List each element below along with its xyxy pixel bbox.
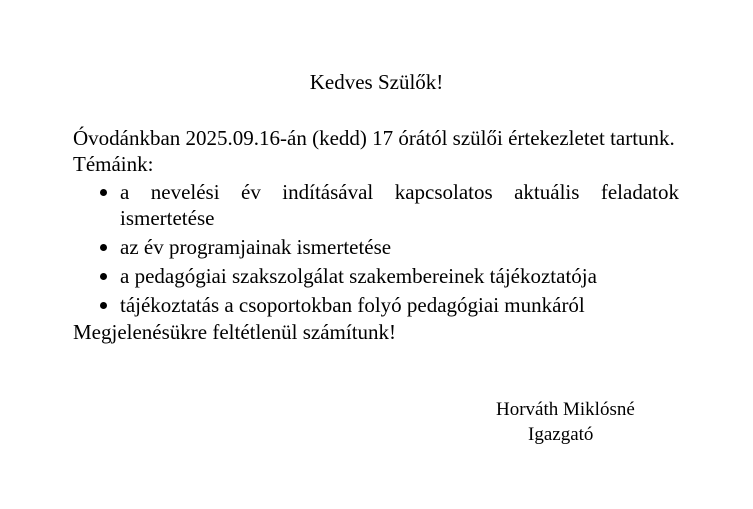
intro-paragraph: Óvodánkban 2025.09.16-án (kedd) 17 órától szülői értekezletet tartunk. <box>73 126 675 150</box>
bullet-icon <box>100 244 107 251</box>
closing-sentence: Megjelenésükre feltétlenül számítunk! <box>73 320 397 344</box>
list-item <box>73 179 679 231</box>
signature-title: Igazgató <box>528 424 594 445</box>
list-item <box>73 292 679 318</box>
bullet-icon <box>100 273 107 280</box>
signature-name: Horváth Miklósné <box>496 399 635 420</box>
list-item <box>73 263 679 289</box>
signature-block <box>496 397 635 447</box>
letter-greeting: Kedves Szülők! <box>309 70 444 94</box>
bullet-icon <box>100 302 107 309</box>
topic-text: tájékoztatás a csoportokban folyó pedagógiai munkáról <box>120 293 585 317</box>
list-item <box>73 234 679 260</box>
topics-label: Témáink: <box>73 152 154 176</box>
topic-text: az év programjainak ismertetése <box>120 235 392 259</box>
topic-text: a nevelési év indításával kapcsolatos aktuális feladatok ismertetése <box>120 180 679 230</box>
topic-text: a pedagógiai szakszolgálat szakembereinek tájékoztatója <box>120 264 597 288</box>
topics-list <box>73 179 679 318</box>
letter-body <box>73 125 679 345</box>
bullet-icon <box>100 189 107 196</box>
